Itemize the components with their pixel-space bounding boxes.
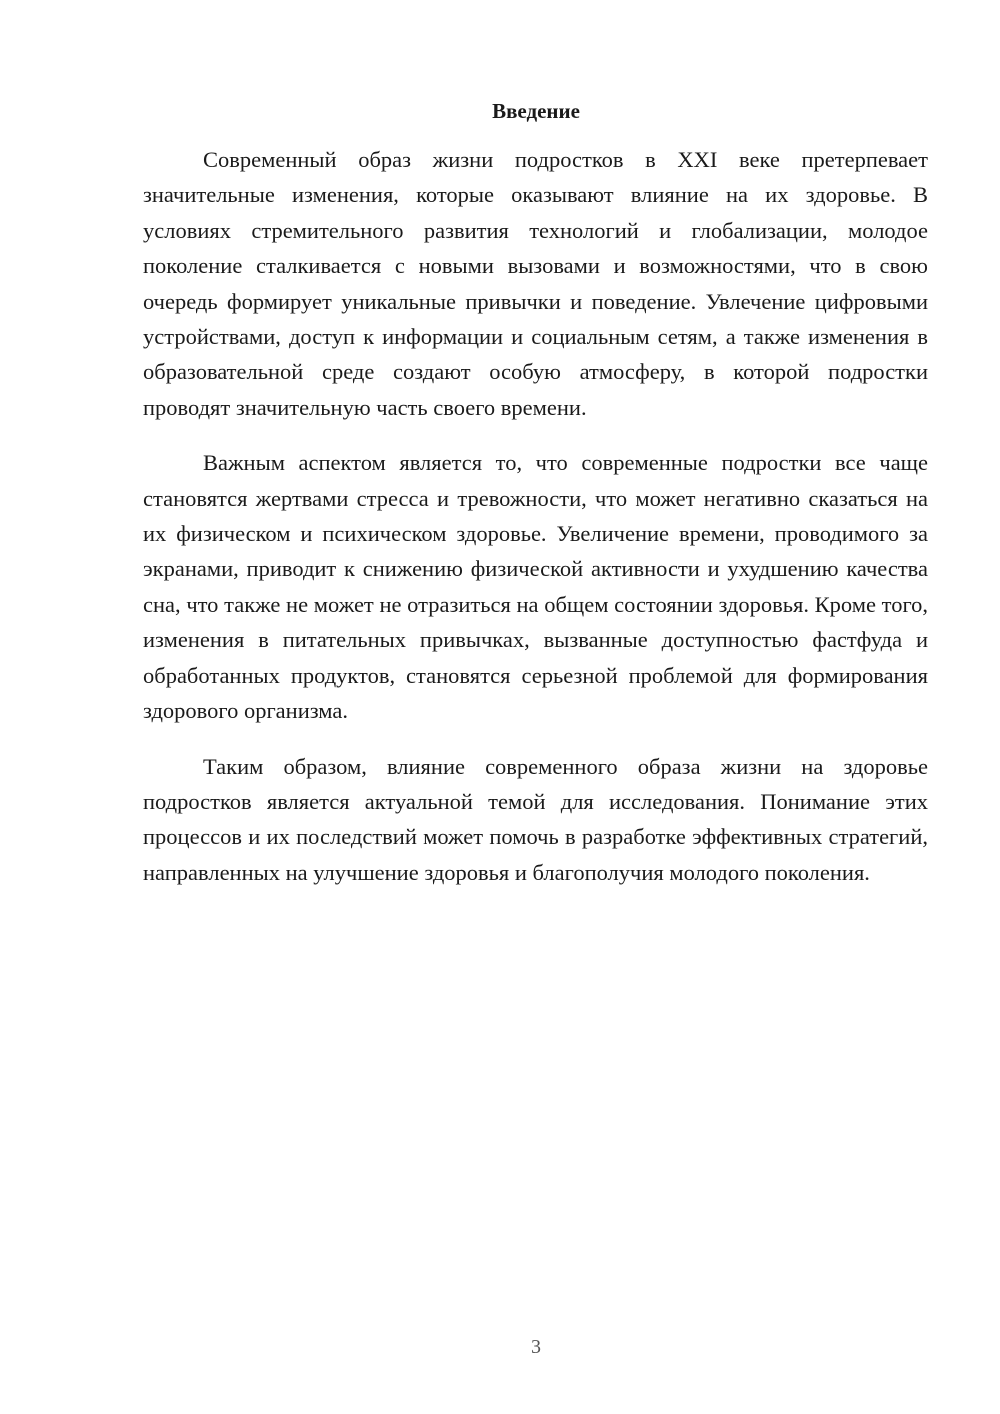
body-text (143, 142, 928, 910)
section-title: Введение (492, 99, 580, 123)
paragraph-3: Таким образом, влияние современного образа жизни на здоровье подростков является актуальной темой для исследования. Понимание этих процессов и их последствий может помочь в разработке эффективных стратегий, направленных на улучшение здоровья и благополучия молодого поколения. (143, 753, 928, 885)
paragraph-1: Современный образ жизни подростков в XXI веке претерпевает значительные изменения, которые оказывают влияние на их здоровье. В условиях стремительного развития технологий и глобализации, молодое поколение сталкивается с новыми вызовами и возможностями, что в свою очередь формирует уникальные привычки и поведение. Увлечение цифровыми устройствами, доступ к информации и социальным сетям, а также изменения в образовательной среде создают особую атмосферу, в которой подростки проводят значительную часть своего времени. (143, 147, 928, 420)
paragraph-2: Важным аспектом является то, что современные подростки все чаще становятся жертвами стресса и тревожности, что может негативно сказаться на их физическом и психическом здоровье. Увеличение времени, проводимого за экранами, приводит к снижению физической активности и ухудшению качества сна, что также не может не отразиться на общем состоянии здоровья. Кроме того, изменения в питательных привычках, вызванные доступностью фастфуда и обработанных продуктов, становятся серьезной проблемой для формирования здорового организма. (143, 450, 928, 724)
page-number: 3 (531, 1336, 541, 1358)
